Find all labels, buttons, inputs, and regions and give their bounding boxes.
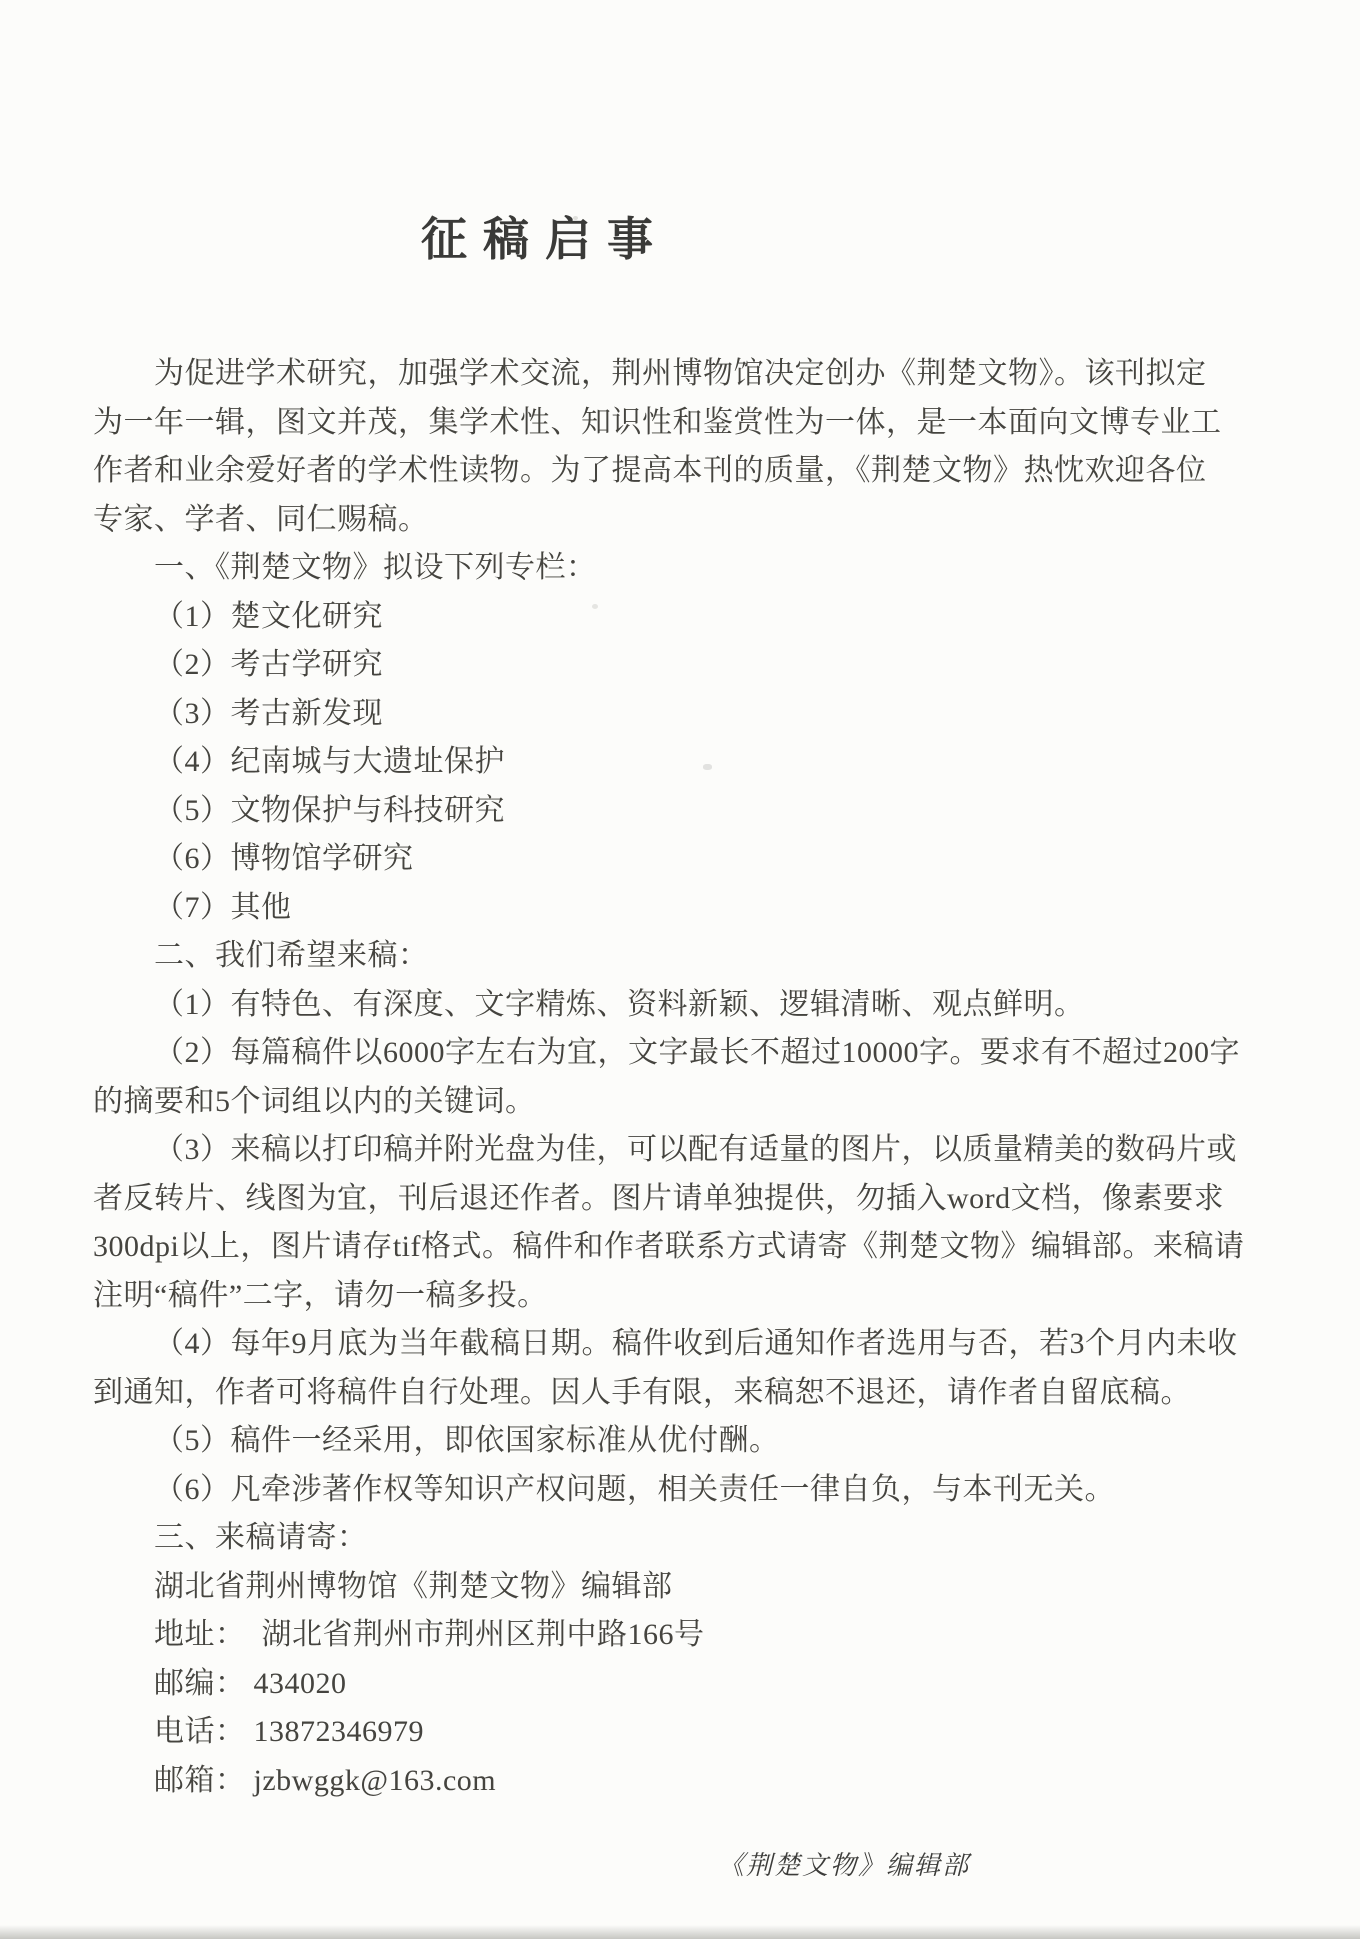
- text-line: 一、《荆楚文物》拟设下列专栏：: [154, 551, 597, 584]
- text-line: （5）稿件一经采用，即依国家标准从优付酬。: [154, 1424, 780, 1457]
- document-title: 征稿启事: [421, 214, 669, 265]
- text-line: 邮箱： jzbwggk@163.com: [154, 1763, 497, 1797]
- text-line: （2）考古学研究: [154, 648, 383, 681]
- text-line: （1）楚文化研究: [154, 599, 383, 633]
- text-line: 作者和业余爱好者的学术性读物。为了提高本刊的质量，《荆楚文物》热忱欢迎各位: [93, 454, 1207, 487]
- text-line: （2）每篇稿件以6000字左右为宜，文字最长不超过10000字。要求有不超过200字: [154, 1036, 1240, 1069]
- text-line: 者反转片、线图为宜，刊后退还作者。图片请单独提供，勿插入word文档，像素要求: [93, 1181, 1225, 1215]
- text-line: （5）文物保护与科技研究: [154, 793, 505, 827]
- text-line: 专家、学者、同仁赐稿。: [93, 502, 429, 536]
- text-line: （3）来稿以打印稿并附光盘为佳，可以配有适量的图片，以质量精美的数码片或: [154, 1133, 1237, 1166]
- text-line: （6）凡牵涉著作权等知识产权问题，相关责任一律自负，与本刊无关。: [154, 1472, 1115, 1506]
- text-line: （4）每年9月底为当年截稿日期。稿件收到后通知作者选用与否，若3个月内未收: [154, 1327, 1238, 1360]
- text-line: （1）有特色、有深度、文字精炼、资料新颖、逻辑清晰、观点鲜明。: [154, 987, 1085, 1021]
- text-line: 到通知，作者可将稿件自行处理。因人手有限，来稿恕不退还，请作者自留底稿。: [93, 1375, 1191, 1409]
- scan-edge-shadow: [0, 1925, 1360, 1939]
- text-line: 电话： 13872346979: [154, 1715, 424, 1748]
- text-line: 邮编： 434020: [154, 1666, 347, 1700]
- text-line: 地址： 湖北省荆州市荆州区荆中路166号: [154, 1618, 705, 1651]
- text-line: 为促进学术研究，加强学术交流，荆州博物馆决定创办《荆楚文物》。该刊拟定: [154, 357, 1207, 390]
- scan-speck: [592, 604, 598, 609]
- text-line: 的摘要和5个词组以内的关键词。: [93, 1084, 536, 1118]
- scan-speck: [703, 764, 712, 770]
- text-line: 三、来稿请寄：: [154, 1521, 368, 1554]
- text-line: 300dpi以上，图片请存tif格式。稿件和作者联系方式请寄《荆楚文物》编辑部。来稿请: [93, 1230, 1245, 1263]
- text-line: （7）其他: [154, 890, 292, 924]
- scan-speck: [573, 216, 578, 220]
- document-body: [93, 350, 1245, 1805]
- text-line: 为一年一辑，图文并茂，集学术性、知识性和鉴赏性为一体，是一本面向文博专业工: [93, 405, 1222, 439]
- text-line: （3）考古新发现: [154, 696, 383, 730]
- text-line: （6）博物馆学研究: [154, 842, 414, 875]
- signature: 《荆楚文物》编辑部: [718, 1851, 971, 1880]
- text-line: 注明“稿件”二字，请勿一稿多投。: [93, 1278, 548, 1312]
- text-line: （4）纪南城与大遗址保护: [154, 745, 505, 778]
- text-line: 湖北省荆州博物馆《荆楚文物》编辑部: [154, 1569, 673, 1603]
- text-line: 二、我们希望来稿：: [154, 939, 429, 972]
